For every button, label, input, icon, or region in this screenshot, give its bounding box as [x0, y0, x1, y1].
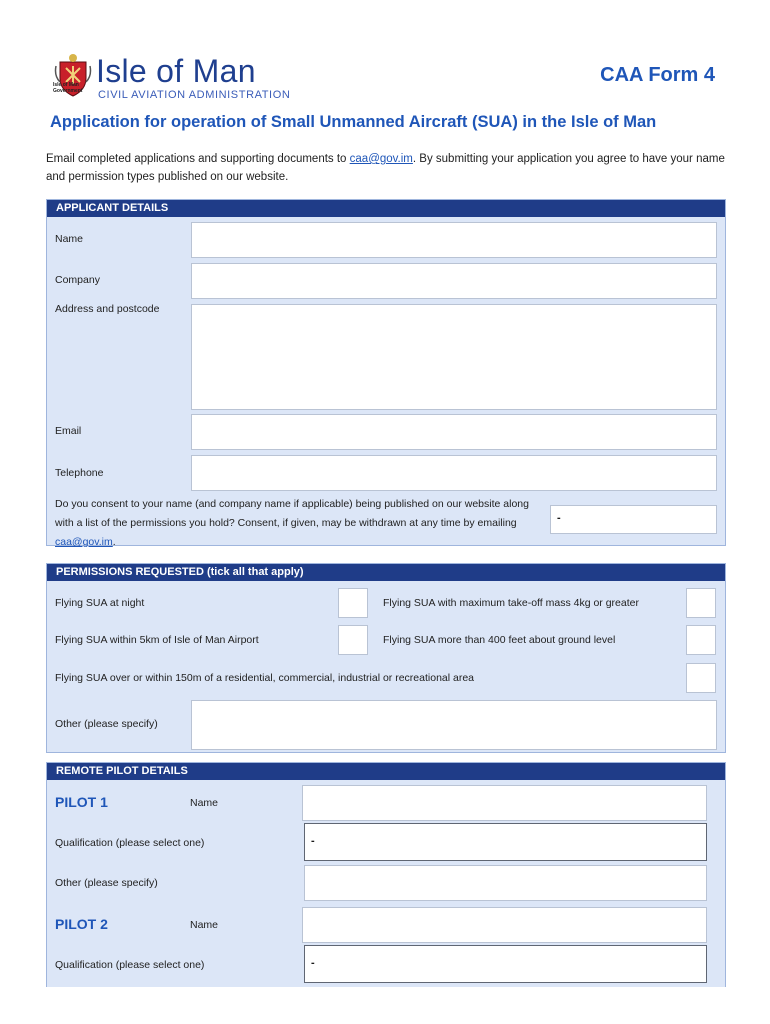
- pilot-1-name-field[interactable]: [302, 785, 707, 821]
- permission-other-field[interactable]: [191, 700, 717, 750]
- pilot-1-qualification-value: -: [311, 835, 315, 847]
- pilot-1-qualification-label: Qualification (please select one): [55, 837, 205, 849]
- permission-night-checkbox[interactable]: [338, 588, 368, 618]
- applicant-details-section: [46, 199, 726, 546]
- consent-value: -: [557, 512, 561, 524]
- pilot-1-name-label: Name: [190, 797, 219, 809]
- applicant-name-field[interactable]: [191, 222, 717, 258]
- consent-email-link[interactable]: caa@gov.im: [55, 536, 113, 548]
- company-label: Company: [55, 274, 100, 286]
- pilot-2-heading: PILOT 2: [55, 916, 108, 932]
- pilot-1-qualification-dropdown[interactable]: [304, 823, 707, 861]
- permission-airport-checkbox[interactable]: [338, 625, 368, 655]
- permission-other-label: Other (please specify): [55, 718, 158, 730]
- permission-height-label: Flying SUA more than 400 feet about ground level: [383, 634, 616, 646]
- consent-dropdown[interactable]: [550, 505, 717, 534]
- permission-mass-checkbox[interactable]: [686, 588, 716, 618]
- permission-residential-label: Flying SUA over or within 150m of a residential, commercial, industrial or recreational area: [55, 672, 475, 684]
- permission-night-label: Flying SUA at night: [55, 597, 145, 609]
- caa-email-link[interactable]: caa@gov.im: [349, 153, 413, 165]
- pilot-2-name-label: Name: [190, 919, 219, 931]
- permission-height-checkbox[interactable]: [686, 625, 716, 655]
- document-title: Application for operation of Small Unmanned Aircraft (SUA) in the Isle of Man: [50, 113, 657, 131]
- intro-paragraph: Email completed applications and supporting documents to caa@gov.im. By submitting your application you agree to have your name and permission types published on our website.: [46, 153, 725, 183]
- email-field[interactable]: [191, 414, 717, 450]
- government-wordmark: Isle of Man Government: [53, 82, 83, 94]
- form-number: CAA Form 4: [600, 64, 715, 86]
- pilot-2-name-field[interactable]: [302, 907, 707, 943]
- permission-mass-label: Flying SUA with maximum take-off mass 4kg or greater: [383, 597, 639, 609]
- brand-subtitle: CIVIL AVIATION ADMINISTRATION: [98, 89, 291, 101]
- address-label: Address and postcode: [55, 303, 160, 315]
- name-label: Name: [55, 233, 84, 245]
- pilot-2-qualification-label: Qualification (please select one): [55, 959, 205, 971]
- permission-residential-checkbox[interactable]: [686, 663, 716, 693]
- telephone-label: Telephone: [55, 467, 104, 479]
- consent-question: Do you consent to your name (and company name if applicable) being published on our website along with a list of the permissions you hold? Consent, if given, may be withdrawn at any time by emailing caa@gov.im.: [55, 498, 529, 548]
- permissions-heading: PERMISSIONS REQUESTED (tick all that apply): [47, 564, 725, 581]
- permission-airport-label: Flying SUA within 5km of Isle of Man Airport: [55, 634, 259, 646]
- telephone-field[interactable]: [191, 455, 717, 491]
- remote-pilot-section: [46, 762, 726, 987]
- pilot-1-other-label: Other (please specify): [55, 877, 158, 889]
- email-label: Email: [55, 425, 82, 437]
- pilot-1-heading: PILOT 1: [55, 794, 108, 810]
- pilot-2-qualification-dropdown[interactable]: [304, 945, 707, 983]
- applicant-details-heading: APPLICANT DETAILS: [47, 200, 725, 217]
- address-field[interactable]: [191, 304, 717, 410]
- pilot-1-other-field[interactable]: [304, 865, 707, 901]
- remote-pilot-heading: REMOTE PILOT DETAILS: [47, 763, 725, 780]
- company-field[interactable]: [191, 263, 717, 299]
- permissions-section: [46, 563, 726, 753]
- brand-name: Isle of Man: [96, 53, 256, 89]
- pilot-2-qualification-value: -: [311, 957, 315, 969]
